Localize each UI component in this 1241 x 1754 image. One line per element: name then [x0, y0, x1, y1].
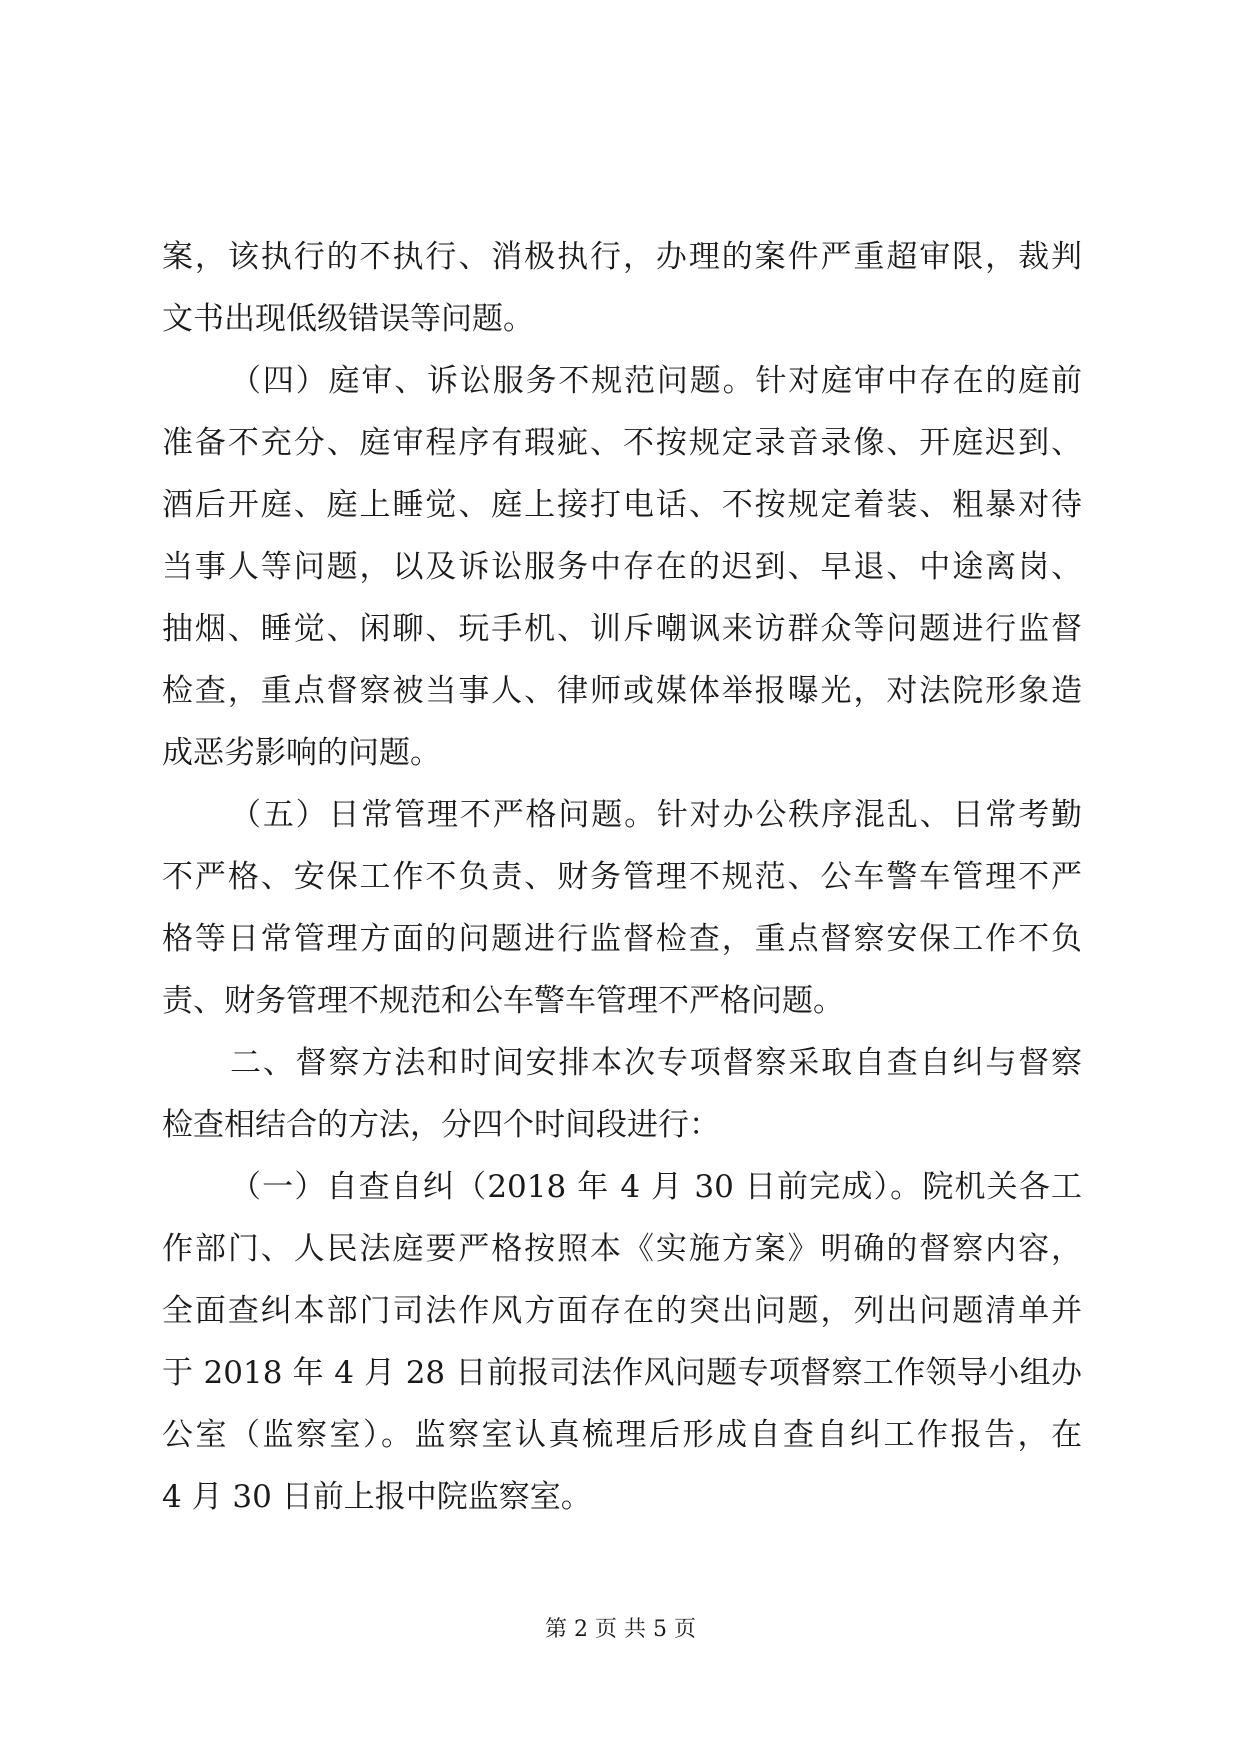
text-line: 成恶劣影响的问题。 — [162, 735, 441, 771]
text-line: 于 2018 年 4 月 28 日前报司法作风问题专项督察工作领导小组办 — [162, 1355, 1082, 1391]
text-line: 责、财务管理不规范和公车警车管理不严格问题。 — [162, 983, 844, 1019]
text-line: 不严格、安保工作不负责、财务管理不规范、公车警车管理不严 — [162, 859, 1082, 895]
text-line: 格等日常管理方面的问题进行监督检查，重点督察安保工作不负 — [162, 921, 1082, 957]
text-line: 文书出现低级错误等问题。 — [162, 301, 534, 337]
text-line: 当事人等问题，以及诉讼服务中存在的迟到、早退、中途离岗、 — [162, 549, 1082, 585]
text-line: 检查，重点督察被当事人、律师或媒体举报曝光，对法院形象造 — [162, 673, 1082, 709]
section-heading-line: 二、督察方法和时间安排本次专项督察采取自查自纠与督察 — [230, 1045, 1082, 1081]
text-line: 酒后开庭、庭上睡觉、庭上接打电话、不按规定着装、粗暴对待 — [162, 487, 1082, 523]
text-line: 4 月 30 日前上报中院监察室。 — [162, 1479, 592, 1515]
page-number-footer: 第 2 页 共 5 页 — [545, 1617, 696, 1642]
text-line: （五）日常管理不严格问题。针对办公秩序混乱、日常考勤 — [230, 797, 1082, 833]
text-line: 作部门、人民法庭要严格按照本《实施方案》明确的督察内容， — [162, 1231, 1082, 1267]
text-line: （一）自查自纠（2018 年 4 月 30 日前完成）。院机关各工 — [230, 1169, 1082, 1205]
text-line: 检查相结合的方法，分四个时间段进行： — [162, 1107, 720, 1143]
text-line: 公室（监察室）。监察室认真梳理后形成自查自纠工作报告，在 — [162, 1417, 1082, 1453]
document-body — [162, 226, 1082, 1528]
text-line: 抽烟、睡觉、闲聊、玩手机、训斥嘲讽来访群众等问题进行监督 — [162, 611, 1082, 647]
text-line: 全面查纠本部门司法作风方面存在的突出问题，列出问题清单并 — [162, 1293, 1082, 1329]
text-line: （四）庭审、诉讼服务不规范问题。针对庭审中存在的庭前 — [230, 363, 1082, 399]
text-line: 案，该执行的不执行、消极执行，办理的案件严重超审限，裁判 — [162, 239, 1082, 275]
text-line: 准备不充分、庭审程序有瑕疵、不按规定录音录像、开庭迟到、 — [162, 425, 1082, 461]
